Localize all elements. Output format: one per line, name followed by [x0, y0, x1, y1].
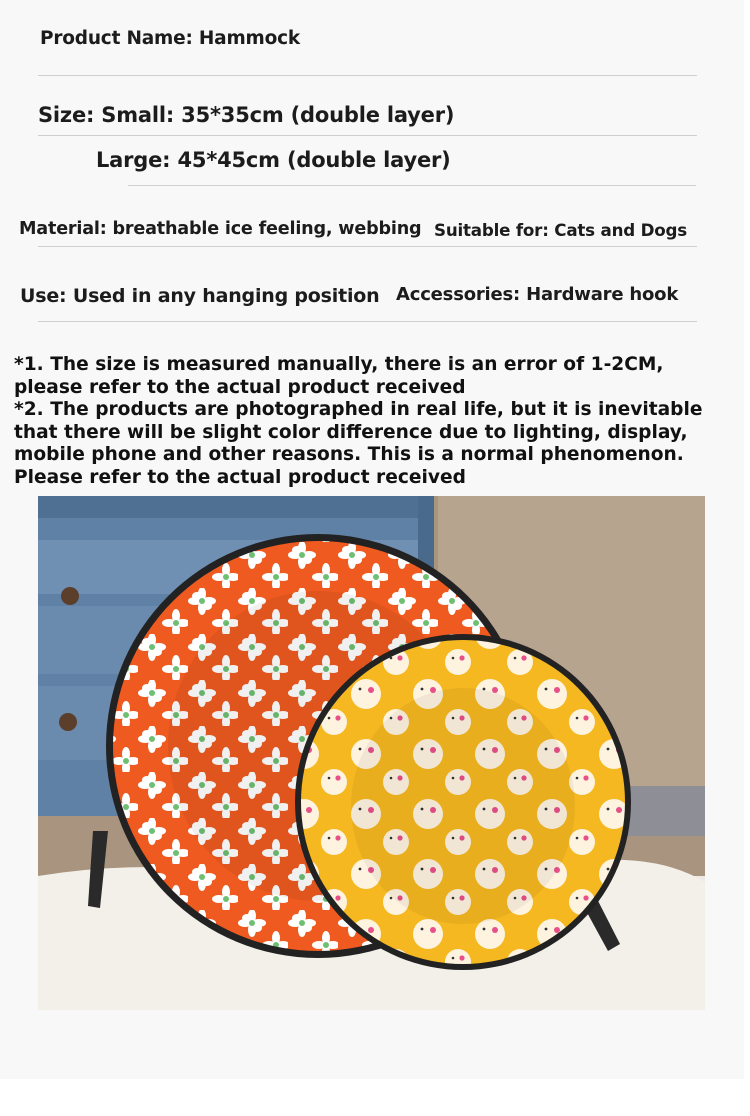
size-large: Large: 45*45cm (double layer)	[96, 148, 451, 172]
notes	[14, 354, 724, 490]
product-photo	[38, 496, 705, 1010]
material: Material: breathable ice feeling, webbing	[19, 219, 422, 239]
accessories: Accessories: Hardware hook	[396, 284, 679, 305]
use: Use: Used in any hanging position	[20, 285, 380, 307]
note-color-difference: *2. The products are photographed in real life, but it is inevitable that there will be slight color difference due to lighting, display, mobile phone and other reasons. This is a normal phenomenon. Please refer to the actual product received	[14, 399, 703, 488]
hammock-photo-illustration	[38, 496, 705, 1010]
divider	[38, 135, 697, 136]
divider	[38, 246, 697, 247]
divider	[128, 185, 696, 186]
product-name: Product Name: Hammock	[40, 28, 300, 49]
divider	[38, 321, 697, 322]
suitable-for: Suitable for: Cats and Dogs	[434, 220, 688, 240]
size-small: Size: Small: 35*35cm (double layer)	[38, 103, 455, 127]
divider	[38, 75, 697, 76]
note-size-error: *1. The size is measured manually, there is an error of 1-2CM, please refer to the actual product received	[14, 354, 664, 398]
